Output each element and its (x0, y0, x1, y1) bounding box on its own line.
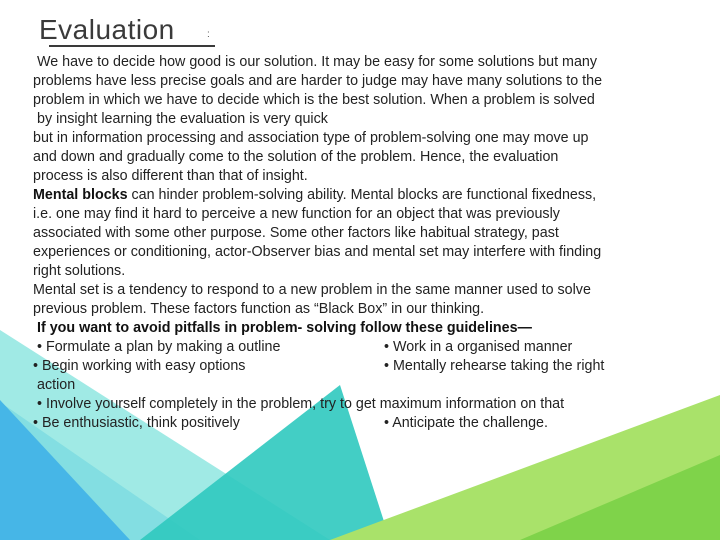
body-line: previous problem. These factors function as “Black Box” in our thinking. (33, 301, 485, 317)
body-line: experiences or conditioning, actor-Observer bias and mental set may interfere with finding (33, 244, 602, 260)
body-line: process is also different than that of insight. (33, 168, 308, 184)
guideline-item: • Anticipate the challenge. (384, 415, 548, 431)
slide-title: Evaluation (39, 14, 175, 45)
guidelines-heading-text: If you want to avoid pitfalls in problem- solving follow these guidelines— (37, 320, 532, 336)
guideline-item: • Work in a organised manner (384, 339, 573, 355)
guideline-item: • Formulate a plan by making a outline (37, 339, 281, 355)
title-mark: : (207, 29, 210, 40)
mental-blocks-term: Mental blocks (33, 187, 128, 203)
guideline-item: • Mentally rehearse taking the right (384, 358, 605, 374)
body-line: right solutions. (33, 263, 126, 279)
guideline-item: • Begin working with easy options (33, 358, 246, 374)
body-line: but in information processing and association type of problem-solving one may move up (33, 130, 589, 146)
body-line: by insight learning the evaluation is very quick (37, 111, 328, 127)
mental-blocks-text: can hinder problem-solving ability. Mental blocks are functional fixedness, (127, 187, 597, 203)
mental-blocks-line (33, 186, 693, 205)
guideline-continuation: action (37, 377, 76, 393)
guideline-item: • Be enthusiastic, think positively (33, 415, 240, 431)
body-line: associated with some other purpose. Some other factors like habitual strategy, past (33, 225, 559, 241)
body-line: problem in which we have to decide which is the best solution. When a problem is solved (33, 92, 595, 108)
guidelines-heading (33, 319, 693, 338)
guideline-row (33, 357, 693, 376)
body-line: Mental set is a tendency to respond to a new problem in the same manner used to solve (33, 282, 591, 298)
body-line: problems have less precise goals and are harder to judge may have many solutions to the (33, 73, 603, 89)
title-underline (49, 45, 215, 47)
guideline-row (33, 338, 693, 357)
body-line: i.e. one may find it hard to perceive a new function for an object that was previously (33, 206, 560, 222)
slide-body (33, 53, 693, 433)
guideline-row (33, 414, 693, 433)
guideline-item: • Involve yourself completely in the problem, try to get maximum information on that (37, 396, 565, 412)
body-line: We have to decide how good is our solution. It may be easy for some solutions but many (37, 54, 598, 70)
body-line: and down and gradually come to the solution of the problem. Hence, the evaluation (33, 149, 559, 165)
